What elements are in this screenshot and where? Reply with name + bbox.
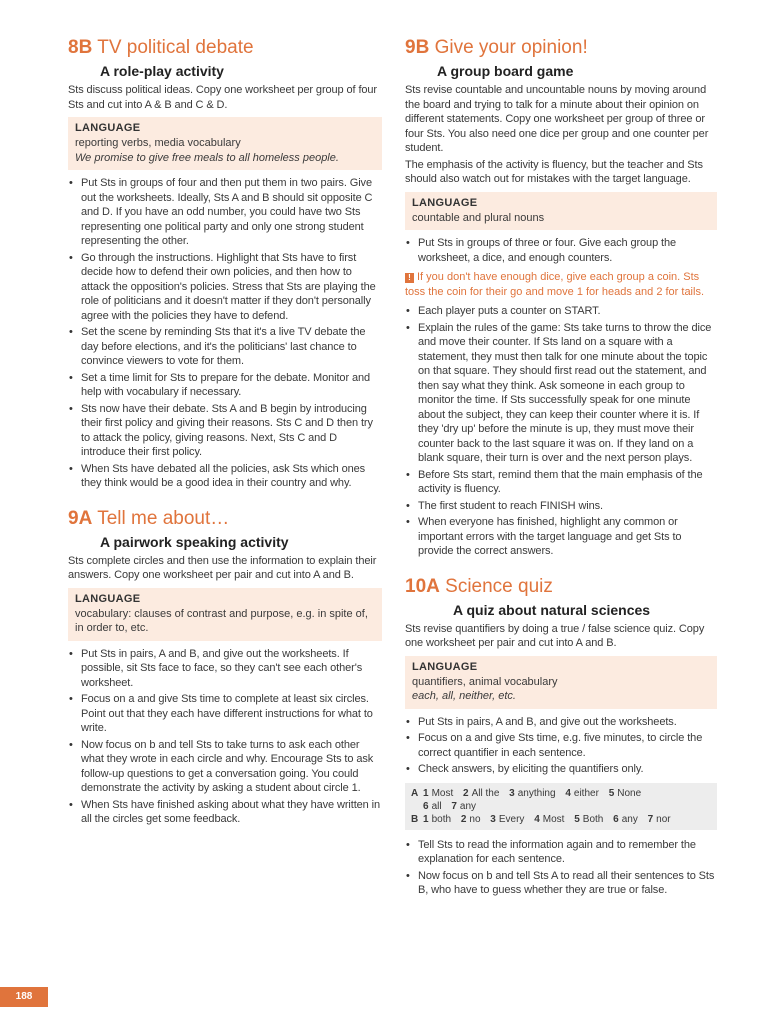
list-item: • Check answers, by eliciting the quantifiers only. [405, 762, 717, 777]
section-10a-code: 10A [405, 575, 440, 597]
list-item: • Sts now have their debate. Sts A and B begin by introducing their first policy and giving their reasons. Sts C and D then try to attack the policy, giving reasons. Next, Sts C and D introduce their first policy. [68, 402, 382, 460]
answer-item: 4 Most [534, 813, 565, 825]
right-column [405, 36, 717, 914]
section-10a-steps-after [405, 838, 717, 898]
answer-item: 4 either [565, 787, 599, 799]
section-9a-heading [68, 507, 382, 531]
list-item: • When Sts have debated all the policies, ask Sts which ones they think would be a good idea in their country and why. [68, 462, 382, 491]
list-item: • Put Sts in groups of three or four. Give each group the worksheet, a dice, and enough counters. [405, 236, 717, 265]
section-10a-subtitle: A quiz about natural sciences [453, 601, 651, 618]
left-column [68, 36, 382, 843]
language-line: reporting verbs, media vocabulary [75, 137, 241, 149]
section-8b-language-box [68, 117, 382, 170]
list-item: • Put Sts in pairs, A and B, and give out the worksheets. [405, 715, 717, 730]
section-10a [405, 575, 717, 898]
answer-item: 1 Most [423, 787, 454, 799]
language-example: each, all, neither, etc. [412, 690, 516, 702]
warning-text: If you don't have enough dice, give each group a coin. Sts toss the coin for their go and move 1 for heads and 2 for tails. [405, 271, 705, 298]
section-9b [405, 36, 717, 559]
language-title: LANGUAGE [75, 592, 141, 605]
answer-item: 7 nor [647, 813, 671, 825]
answer-row-b [411, 813, 711, 826]
list-item: • Put Sts in pairs, A and B, and give out the worksheets. If possible, sit Sts face to face, so they can't see each other's worksheet. [68, 647, 382, 691]
section-8b-code: 8B [68, 37, 93, 58]
answer-item: 6 any [613, 813, 638, 825]
section-8b-title: TV political debate [97, 37, 254, 58]
answer-item: 5 Both [574, 813, 604, 825]
section-9a-code: 9A [68, 507, 93, 529]
list-item: • Each player puts a counter on START. [405, 304, 717, 319]
section-8b-intro: Sts discuss political ideas. Copy one worksheet per group of four Sts and cut into A & B and C & D. [68, 84, 377, 111]
section-9b-title: Give your opinion! [434, 37, 588, 58]
section-10a-steps [405, 715, 717, 777]
section-9b-language-box [405, 192, 717, 231]
answer-item: 3 anything [509, 787, 556, 799]
section-9b-heading [405, 36, 717, 60]
language-example: We promise to give free meals to all homeless people. [75, 151, 339, 164]
list-item: • Now focus on b and tell Sts A to read all their sentences to Sts B, who have to guess whether they are true or false. [405, 869, 717, 898]
section-9a-language-box [68, 588, 382, 641]
list-item: • Set the scene by reminding Sts that it's a live TV debate the day before elections, and it's the politicians' last chance to convince viewers to vote for them. [68, 325, 382, 369]
section-9b-steps [405, 304, 717, 559]
answer-row-label: B [411, 813, 419, 825]
language-title: LANGUAGE [75, 122, 141, 134]
language-title: LANGUAGE [412, 660, 478, 673]
answer-item: 3 Every [490, 813, 525, 825]
section-9b-subtitle: A group board game [437, 63, 574, 79]
answer-row-a [411, 787, 711, 800]
list-item: • Now focus on b and tell Sts to take turns to ask each other what they wrote in each circle and why. Encourage Sts to ask follow-up questions to get a conversation going. You could demonstrate the activity by asking a student about circle 1. [68, 738, 382, 796]
answer-item: 7 any [451, 800, 477, 812]
list-item: • Set a time limit for Sts to prepare for the debate. Monitor and help with vocabulary if necessary. [68, 371, 382, 400]
list-item: • Before Sts start, remind them that the main emphasis of the activity is fluency. [405, 468, 717, 497]
section-9a-steps [68, 647, 382, 827]
answer-item: 6 all [423, 800, 442, 812]
language-line: vocabulary: clauses of contrast and purpose, e.g. in spite of, in order to, etc. [75, 607, 368, 634]
list-item: • When everyone has finished, highlight any common or important errors with the target language and get Sts to provide the correct answers. [405, 515, 717, 559]
list-item: • Put Sts in groups of four and then put them in two pairs. Give out the worksheets. Ideally, Sts A and B should sit opposite C and D. If you have an odd number, you could have two Sts representing one political party and only one strong student representing the other. [68, 176, 382, 249]
list-item: • When Sts have finished asking about what they have written in all the circles get some feedback. [68, 798, 382, 827]
section-8b-subtitle: A role-play activity [100, 63, 224, 79]
list-item: • The first student to reach FINISH wins. [405, 499, 717, 514]
section-9a-subtitle: A pairwork speaking activity [100, 533, 289, 550]
section-9b-warning [405, 270, 717, 299]
section-8b-steps [68, 176, 382, 491]
list-item: • Tell Sts to read the information again and to remember the explanation for each sentence. [405, 838, 717, 867]
answer-item: 1 both [423, 813, 452, 825]
warning-icon: ! [405, 273, 414, 283]
language-line: quantifiers, animal vocabulary [412, 675, 558, 688]
section-9a-intro: Sts complete circles and then use the information to explain their answers. Copy one worksheet per pair and cut into A and B. [68, 554, 377, 581]
list-item: • Focus on a and give Sts time to complete at least six circles. Point out that they each have different instructions for what to write. [68, 692, 382, 736]
section-8b-heading [68, 36, 382, 60]
section-9b-intro-emphasis: The emphasis of the activity is fluency, but the teacher and Sts should also watch out for mistakes with the target language. [405, 158, 703, 185]
section-10a-intro: Sts revise quantifiers by doing a true / false science quiz. Copy one worksheet per pair and cut into A and B. [405, 622, 705, 649]
section-9b-steps-start [405, 236, 717, 265]
list-item: • Go through the instructions. Highlight that Sts have to first decide how to defend their own policies, and then how to attack the opposition's policies. Stress that Sts are playing the role of politicians and it doesn't matter if they don't personally agree with the policies they have to defend. [68, 251, 382, 324]
section-8b [68, 36, 382, 491]
language-title: LANGUAGE [412, 196, 478, 209]
list-item: • Focus on a and give Sts time, e.g. five minutes, to circle the correct quantifier in each sentence. [405, 731, 717, 760]
answer-key-box [405, 783, 717, 830]
answer-item: 2 All the [463, 787, 500, 799]
section-10a-language-box [405, 656, 717, 709]
list-item: • Explain the rules of the game: Sts take turns to throw the dice and move their counter. If Sts land on a square with a statement, they must then talk for one minute about the topic on that square. They should first read out the statement, and then say what they think. Ask someone in each group to monitor the time. If Sts successfully speak for one minute about the subject, they can keep their counter where it is. If they 'dry up' before the minute is up, they must move their counter back to the last square it was on. If they land on a blank square, their turn is over and the next person plays. [405, 321, 717, 466]
answer-row-label: A [411, 787, 419, 799]
page-number: 188 [0, 987, 48, 1007]
section-10a-title: Science quiz [445, 575, 553, 597]
section-9b-intro: Sts revise countable and uncountable nouns by moving around the board and trying to talk for a minute about their opinion on different statements. Copy one worksheet per group of three or four Sts. You also need one dice per group and one counter per student. [405, 84, 709, 154]
section-9b-code: 9B [405, 37, 430, 58]
answer-item: 5 None [608, 787, 642, 799]
answer-row-a-cont [411, 800, 711, 813]
section-9a [68, 507, 382, 827]
section-10a-heading [405, 575, 717, 599]
answer-item: 2 no [460, 813, 481, 825]
section-9a-title: Tell me about… [97, 507, 230, 529]
language-line: countable and plural nouns [412, 211, 545, 224]
